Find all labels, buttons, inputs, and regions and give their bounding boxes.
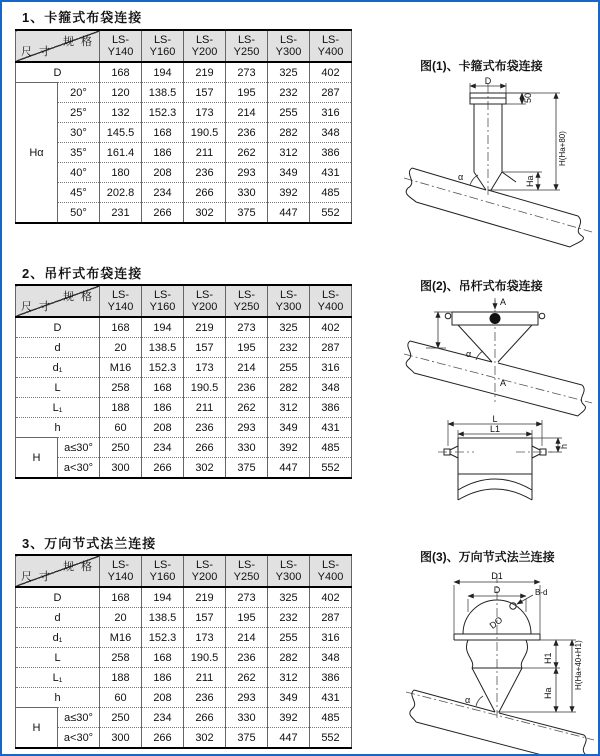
pipe-break-right [580, 735, 587, 756]
table-cell: 316 [310, 103, 352, 123]
table-cell: 20 [100, 338, 142, 358]
table-cell: 186 [142, 143, 184, 163]
section-1-title: 1、卡箍式布袋连接 [22, 10, 143, 25]
table-cell: 195 [226, 83, 268, 103]
table-cell: 211 [184, 398, 226, 418]
corner-label-size: 尺 寸 [21, 571, 53, 583]
row-label: a≤30° [58, 708, 100, 728]
section-label-A-top: A [500, 297, 507, 307]
table-cell: 173 [184, 358, 226, 378]
table-cell: 157 [184, 338, 226, 358]
table-cell: 236 [184, 163, 226, 183]
table-row [16, 358, 352, 378]
column-header: LS-Y400 [310, 555, 352, 587]
table-cell: 312 [268, 143, 310, 163]
dim-label-D: D [484, 76, 492, 86]
table-cell: 282 [268, 378, 310, 398]
dim-label-D1: D1 [491, 571, 503, 581]
row-label: 40° [58, 163, 100, 183]
table-cell: 552 [310, 458, 352, 479]
table-corner-cell [16, 30, 100, 62]
table-cell: 287 [310, 608, 352, 628]
table-row [16, 378, 352, 398]
column-header: LS-Y250 [226, 30, 268, 62]
table-cell: M16 [100, 358, 142, 378]
section-2-title: 2、吊杆式布袋连接 [22, 266, 143, 281]
table-cell: 302 [184, 458, 226, 479]
table-cell: 402 [310, 587, 352, 608]
table-row [16, 688, 352, 708]
table-cell: 266 [184, 183, 226, 203]
pipe-break-left [406, 168, 416, 202]
table-cell: 273 [226, 587, 268, 608]
figure-2-drawing [400, 296, 597, 514]
row-label: 30° [58, 123, 100, 143]
table-cell: 302 [184, 728, 226, 749]
cone-joint [474, 172, 516, 190]
dim-label-h: h [559, 443, 569, 449]
table-cell: 152.3 [142, 358, 184, 378]
table-row [16, 418, 352, 438]
dim-label-L1: L1 [489, 424, 501, 434]
table-row [16, 203, 352, 224]
table-cell: 120 [100, 83, 142, 103]
table-cell: 219 [184, 62, 226, 83]
row-group-label: H [16, 438, 58, 479]
row-label: d₁ [16, 628, 100, 648]
table-row [16, 708, 352, 728]
section-3-title: 3、万向节式法兰连接 [22, 536, 157, 551]
table-cell: 375 [226, 458, 268, 479]
table-cell: 168 [142, 378, 184, 398]
table-cell: 168 [100, 62, 142, 83]
column-header: LS-Y160 [142, 555, 184, 587]
dim-label-DO: DO [487, 614, 505, 631]
column-header: LS-Y160 [142, 30, 184, 62]
pipe-centerline [404, 178, 592, 232]
table-cell: 485 [310, 708, 352, 728]
angle-arc [476, 696, 483, 706]
table-cell: 447 [268, 203, 310, 224]
table-row [16, 628, 352, 648]
table-row [16, 317, 352, 338]
table-cell: 195 [226, 338, 268, 358]
table-cell: 250 [100, 708, 142, 728]
table-cell: 152.3 [142, 103, 184, 123]
table-cell: 168 [100, 587, 142, 608]
table-cell: 214 [226, 103, 268, 123]
row-label: L₁ [16, 668, 100, 688]
table-cell: 316 [310, 358, 352, 378]
table-cell: 349 [268, 418, 310, 438]
row-label: 50° [58, 203, 100, 224]
table-row [16, 648, 352, 668]
table-cell: 287 [310, 338, 352, 358]
dim-label-alpha: α [458, 172, 464, 182]
row-group-label: H [16, 708, 58, 749]
table-row [16, 83, 352, 103]
column-header: LS-Y140 [100, 30, 142, 62]
row-label: a≤30° [58, 438, 100, 458]
dim-label-H: H(Ha+80) [558, 131, 567, 166]
table-cell: 273 [226, 62, 268, 83]
table-cell: 312 [268, 398, 310, 418]
table-cell: 485 [310, 183, 352, 203]
table-cell: 266 [184, 438, 226, 458]
table-cell: 208 [142, 688, 184, 708]
table-cell: 316 [310, 628, 352, 648]
figure-1-caption: 图(1)、卡箍式布袋连接 [420, 59, 543, 73]
table-row [16, 438, 352, 458]
spec-table-hanger [15, 284, 352, 479]
table-cell: 349 [268, 688, 310, 708]
table-cell: 219 [184, 317, 226, 338]
table-cell: 375 [226, 728, 268, 749]
table-cell: 20 [100, 608, 142, 628]
row-label: d [16, 608, 100, 628]
row-label: 20° [58, 83, 100, 103]
table-cell: 173 [184, 103, 226, 123]
row-group-label: Hα [16, 83, 58, 224]
row-label: a<30° [58, 728, 100, 749]
table-cell: 325 [268, 62, 310, 83]
table-cell: 161.4 [100, 143, 142, 163]
column-header: LS-Y250 [226, 285, 268, 317]
table-cell: 236 [184, 688, 226, 708]
table-cell: 255 [268, 628, 310, 648]
pipe-bottom-edge [414, 373, 578, 416]
table-cell: 302 [184, 203, 226, 224]
table-cell: 552 [310, 728, 352, 749]
table-cell: 168 [142, 648, 184, 668]
table-row [16, 183, 352, 203]
table-cell: 282 [268, 123, 310, 143]
table-cell: 190.5 [184, 378, 226, 398]
table-row [16, 398, 352, 418]
column-header: LS-Y300 [268, 555, 310, 587]
table-cell: 214 [226, 358, 268, 378]
ext-line [497, 640, 576, 712]
table-cell: 186 [142, 398, 184, 418]
row-label: h [16, 688, 100, 708]
table-cell: 330 [226, 708, 268, 728]
table-row [16, 608, 352, 628]
table-cell: 157 [184, 608, 226, 628]
column-header: LS-Y140 [100, 285, 142, 317]
row-label: D [16, 62, 100, 83]
table-row [16, 163, 352, 183]
row-label: L [16, 648, 100, 668]
table-cell: 132 [100, 103, 142, 123]
column-header: LS-Y200 [184, 30, 226, 62]
column-header: LS-Y200 [184, 555, 226, 587]
table-cell: 375 [226, 203, 268, 224]
row-label: L₁ [16, 398, 100, 418]
row-label: 35° [58, 143, 100, 163]
hanger-eye-right [539, 313, 545, 319]
table-cell: 300 [100, 458, 142, 479]
column-header: LS-Y400 [310, 285, 352, 317]
table-cell: 232 [268, 338, 310, 358]
row-label: D [16, 317, 100, 338]
column-header: LS-Y200 [184, 285, 226, 317]
table-cell: 234 [142, 438, 184, 458]
table-cell: 208 [142, 163, 184, 183]
table-cell: 266 [142, 203, 184, 224]
pipe-break-left [410, 690, 416, 722]
table-cell: 273 [226, 317, 268, 338]
dim-label-alpha: α [465, 695, 471, 705]
table-cell: 258 [100, 648, 142, 668]
table-cell: 208 [142, 418, 184, 438]
column-header: LS-Y400 [310, 30, 352, 62]
figure-3-caption: 图(3)、万向节式法兰连接 [420, 550, 555, 564]
table-cell: 349 [268, 163, 310, 183]
figure-1-drawing [400, 76, 597, 248]
table-cell: 188 [100, 668, 142, 688]
table-cell: 188 [100, 398, 142, 418]
table-cell: 152.3 [142, 628, 184, 648]
table-cell: 145.5 [100, 123, 142, 143]
row-label: d [16, 338, 100, 358]
table-cell: 194 [142, 317, 184, 338]
corner-label-spec: 规 格 [62, 291, 94, 303]
table-cell: 214 [226, 628, 268, 648]
table-cell: 236 [184, 418, 226, 438]
table-row [16, 338, 352, 358]
spec-table-clamp [15, 29, 352, 224]
table-cell: 236 [226, 123, 268, 143]
table-cell: 250 [100, 438, 142, 458]
table-cell: 392 [268, 438, 310, 458]
ext-line [532, 438, 562, 452]
table-cell: 234 [142, 708, 184, 728]
table-cell: 330 [226, 183, 268, 203]
column-header: LS-Y300 [268, 285, 310, 317]
table-cell: 168 [100, 317, 142, 338]
corner-label-size: 尺 寸 [21, 46, 53, 58]
table-cell: 211 [184, 668, 226, 688]
ext-line [488, 172, 560, 190]
table-row [16, 458, 352, 479]
table-cell: 232 [268, 83, 310, 103]
table-cell: 431 [310, 418, 352, 438]
table-row [16, 103, 352, 123]
table-row [16, 123, 352, 143]
column-header: LS-Y300 [268, 30, 310, 62]
figure-2-caption: 图(2)、吊杆式布袋连接 [420, 279, 543, 293]
table-corner-cell [16, 285, 100, 317]
table-row [16, 587, 352, 608]
table-row [16, 668, 352, 688]
table-cell: 266 [184, 708, 226, 728]
table-row [16, 728, 352, 749]
table-cell: 157 [184, 83, 226, 103]
corner-label-size: 尺 寸 [21, 301, 53, 313]
table-cell: 219 [184, 587, 226, 608]
table-cell: 168 [142, 123, 184, 143]
table-cell: 266 [142, 728, 184, 749]
row-label: d₁ [16, 358, 100, 378]
column-header: LS-Y140 [100, 555, 142, 587]
table-row [16, 62, 352, 83]
table-cell: 447 [268, 728, 310, 749]
table-cell: 255 [268, 103, 310, 123]
table-cell: 386 [310, 398, 352, 418]
table-cell: 300 [100, 728, 142, 749]
table-cell: 186 [142, 668, 184, 688]
table-cell: 211 [184, 143, 226, 163]
table-cell: 138.5 [142, 608, 184, 628]
dim-label-50: 50 [523, 92, 533, 103]
table-cell: 447 [268, 458, 310, 479]
table-cell: 258 [100, 378, 142, 398]
figure-3-drawing [402, 568, 599, 756]
table-cell: 282 [268, 648, 310, 668]
table-cell: 402 [310, 62, 352, 83]
table-cell: 348 [310, 378, 352, 398]
table-cell: 236 [226, 378, 268, 398]
pipe-top-edge [412, 168, 578, 216]
column-header: LS-Y160 [142, 285, 184, 317]
table-cell: M16 [100, 628, 142, 648]
table-cell: 138.5 [142, 83, 184, 103]
pipe-break-left [406, 341, 414, 373]
row-label: a<30° [58, 458, 100, 479]
table-cell: 60 [100, 418, 142, 438]
row-label: 45° [58, 183, 100, 203]
dim-label-D: D [493, 585, 501, 595]
dim-label-H1: H1 [543, 652, 553, 664]
hanger-pin-dot [490, 313, 501, 324]
table-row [16, 143, 352, 163]
table-cell: 392 [268, 708, 310, 728]
pipe-break-right [570, 216, 583, 247]
table-cell: 312 [268, 668, 310, 688]
table-cell: 195 [226, 608, 268, 628]
column-header: LS-Y250 [226, 555, 268, 587]
table-cell: 190.5 [184, 648, 226, 668]
table-cell: 190.5 [184, 123, 226, 143]
table-cell: 234 [142, 183, 184, 203]
table-cell: 255 [268, 358, 310, 378]
table-cell: 194 [142, 62, 184, 83]
table-cell: 138.5 [142, 338, 184, 358]
pipe-centerline [406, 692, 594, 740]
table-cell: 552 [310, 203, 352, 224]
row-label: L [16, 378, 100, 398]
table-cell: 348 [310, 648, 352, 668]
row-label: 25° [58, 103, 100, 123]
dim-label-H: H(Ha+40+H1) [574, 640, 583, 690]
table-cell: 293 [226, 688, 268, 708]
table-cell: 392 [268, 183, 310, 203]
table-cell: 325 [268, 587, 310, 608]
table-cell: 386 [310, 668, 352, 688]
table-cell: 180 [100, 163, 142, 183]
table-cell: 202.8 [100, 183, 142, 203]
dim-label-B-d: B-d [535, 588, 548, 597]
table-cell: 266 [142, 458, 184, 479]
corner-label-spec: 规 格 [62, 561, 94, 573]
table-cell: 287 [310, 83, 352, 103]
corner-label-spec: 规 格 [62, 36, 94, 48]
table-cell: 431 [310, 163, 352, 183]
table-cell: 231 [100, 203, 142, 224]
hanger-eye-left [445, 313, 451, 319]
table-cell: 60 [100, 688, 142, 708]
table-cell: 402 [310, 317, 352, 338]
table-corner-cell [16, 555, 100, 587]
section-label-A-bottom: A [500, 378, 507, 388]
table-cell: 386 [310, 143, 352, 163]
table-cell: 431 [310, 688, 352, 708]
pipe-surface-arcs [458, 479, 532, 500]
duct-body [458, 438, 532, 500]
table-cell: 330 [226, 438, 268, 458]
dim-label-Ha: Ha [543, 687, 553, 699]
table-cell: 262 [226, 143, 268, 163]
table-cell: 293 [226, 418, 268, 438]
spec-table-universal [15, 554, 352, 749]
table-cell: 325 [268, 317, 310, 338]
dim-label-alpha: α [466, 349, 472, 359]
dim-label-L: L [492, 414, 498, 424]
table-cell: 232 [268, 608, 310, 628]
table-cell: 293 [226, 163, 268, 183]
pipe-bottom-edge [416, 202, 570, 247]
table-cell: 262 [226, 398, 268, 418]
table-cell: 485 [310, 438, 352, 458]
pipe-break-right [578, 385, 585, 416]
dim-label-Ha: Ha [525, 175, 535, 187]
table-cell: 236 [226, 648, 268, 668]
table-cell: 194 [142, 587, 184, 608]
table-cell: 262 [226, 668, 268, 688]
table-cell: 173 [184, 628, 226, 648]
table-cell: 348 [310, 123, 352, 143]
row-label: h [16, 418, 100, 438]
row-label: D [16, 587, 100, 608]
ext-line [426, 312, 452, 348]
